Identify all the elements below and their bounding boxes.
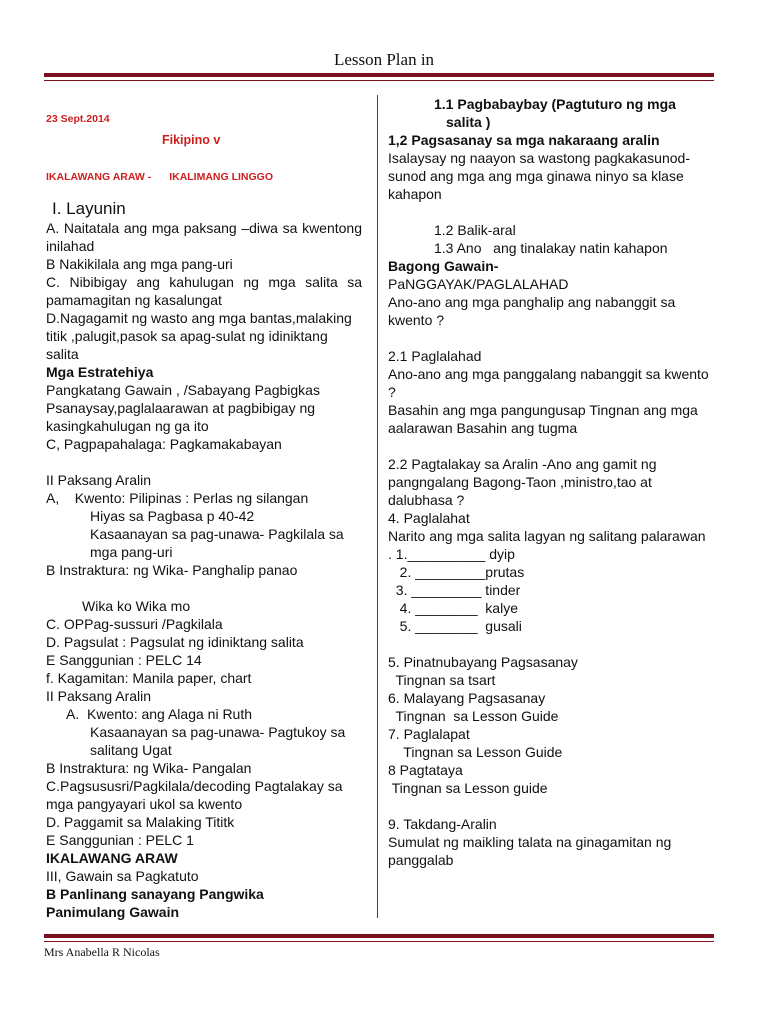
paksa2-b: B Instraktura: ng Wika- Pangalan xyxy=(46,760,252,776)
malayang-heading: 6. Malayang Pagsasanay xyxy=(388,690,546,706)
pagtalakay-text: 2.2 Pagtalakay sa Aralin -Ano ang gamit ng pangngalang Bagong-Taon ,ministro,tao at dalubhasa ? xyxy=(388,456,657,508)
objective-c: C. Nibibigay ang kahulugan ng mga salita sa pamamagitan ng kasalungat xyxy=(46,274,362,308)
malayang-text: Tingnan sa Lesson Guide xyxy=(388,708,559,724)
bagong-gawain: Bagong Gawain- xyxy=(388,258,499,274)
isalaysay-text: Isalaysay ng naayon sa wastong pagkakasunod-sunod ang mga ang mga ginawa ninyo sa klase kahapon xyxy=(388,150,690,202)
narito-text: Narito ang mga salita lagyan ng salitang palarawan xyxy=(388,528,706,544)
paksa-e: E Sanggunian : PELC 14 xyxy=(46,652,202,668)
right-column xyxy=(388,95,718,869)
page-title: Lesson Plan in xyxy=(333,50,435,69)
blank-item-3: 3. _________ tinder xyxy=(388,582,521,598)
basahin-text: Basahin ang mga pangungusap Tingnan ang mga aalarawan Basahin ang tugma xyxy=(388,402,698,436)
paksa-b: B Instraktura: ng Wika- Panghalip panao xyxy=(46,562,298,578)
strategies-heading: Mga Estratehiya xyxy=(46,364,154,380)
column-divider xyxy=(377,95,378,918)
strategies-value: C, Pagpapahalaga: Pagkamakabayan xyxy=(46,436,282,452)
paksa2-e: E Sanggunian : PELC 1 xyxy=(46,832,194,848)
pagtataya-text: Tingnan sa Lesson guide xyxy=(388,780,548,796)
blank-item-1: . 1.__________ dyip xyxy=(388,546,515,562)
question-panghalip: Ano-ano ang mga panghalip ang nabanggit sa kwento ? xyxy=(388,294,676,328)
left-column xyxy=(46,95,362,921)
pinatnubayang-heading: 5. Pinatnubayang Pagsasanay xyxy=(388,654,578,670)
paglalahad-heading: 2.1 Paglalahad xyxy=(388,348,482,364)
paksa-f: f. Kagamitan: Manila paper, chart xyxy=(46,670,252,686)
takdang-aralin-text: Sumulat ng maikling talata na ginagamitan ng panggalab xyxy=(388,834,672,868)
pagbabaybay-line: 1.1 Pagbabaybay (Pagtuturo ng mga xyxy=(434,96,676,112)
paksa-a-2: Kasaanayan sa pag-unawa- Pagkilala sa mga pang-uri xyxy=(90,526,344,560)
question-panggalang: Ano-ano ang mga panggalang nabanggit sa kwento ? xyxy=(388,366,709,400)
paksa2-heading: II Paksang Aralin xyxy=(46,688,152,704)
ano-line: 1.3 Ano ang tinalakay natin kahapon xyxy=(434,240,668,256)
layunin-heading: I. Layunin xyxy=(52,199,126,218)
panimulang-heading: Panimulang Gawain xyxy=(46,904,180,920)
paglalapat-text: Tingnan sa Lesson Guide xyxy=(388,744,563,760)
objective-d: D.Nagagamit ng wasto ang mga bantas,malaking titik ,palugit,pasok sa apag-sulat ng idiniktang salita xyxy=(46,310,352,362)
panlinang-heading: B Panlinang sanayang Pangwika xyxy=(46,886,264,902)
week-label: IKALIMANG LINGGO xyxy=(169,171,274,183)
lesson-date: 23 Sept.2014 xyxy=(46,113,110,125)
footer-rule-thick xyxy=(44,934,714,938)
blank-item-4: 4. ________ kalye xyxy=(388,600,518,616)
panggayak-label: PaNGGAYAK/PAGLALAHAD xyxy=(388,276,569,292)
paglalahat-heading: 4. Paglalahat xyxy=(388,510,470,526)
paksa-c: C. OPPag-sussuri /Pagkilala xyxy=(46,616,223,632)
pagtataya-heading: 8 Pagtataya xyxy=(388,762,463,778)
takdang-aralin-heading: 9. Takdang-Aralin xyxy=(388,816,497,832)
header-rule-thick xyxy=(44,73,714,77)
day-label: IKALAWANG ARAW - xyxy=(46,171,152,183)
paksa2-d: D. Paggamit sa Malaking Tititk xyxy=(46,814,235,830)
day-week-line xyxy=(46,171,362,183)
footer-rule-thin xyxy=(44,941,714,942)
paksa-a: A, Kwento: Pilipinas : Perlas ng silangan xyxy=(46,490,309,506)
paksa-d: D. Pagsulat : Pagsulat ng idiniktang salita xyxy=(46,634,304,650)
paksa2-a: A. Kwento: ang Alaga ni Ruth xyxy=(66,706,253,722)
pinatnubayang-text: Tingnan sa tsart xyxy=(388,672,496,688)
paksa-heading: II Paksang Aralin xyxy=(46,472,152,488)
ikalawang-araw: IKALAWANG ARAW xyxy=(46,850,178,866)
blank-item-2: 2. _________prutas xyxy=(388,564,525,580)
blank-item-5: 5. ________ gusali xyxy=(388,618,522,634)
paglalapat-heading: 7. Paglalapat xyxy=(388,726,470,742)
pagbabaybay-line-2: salita ) xyxy=(446,114,491,130)
paksa-a-1: Hiyas sa Pagbasa p 40-42 xyxy=(90,508,255,524)
balik-aral: 1.2 Balik-aral xyxy=(434,222,516,238)
header-rule-thin xyxy=(44,80,714,81)
wika-line: Wika ko Wika mo xyxy=(82,598,191,614)
author-name: Mrs Anabella R Nicolas xyxy=(44,945,160,959)
strategies-text: Pangkatang Gawain , /Sabayang Pagbigkas Psanaysay,paglalaarawan at pagbibigay ng kasingkahulugan ng ga ito xyxy=(46,382,320,434)
pagsasanay-line: 1,2 Pagsasanay sa mga nakaraang aralin xyxy=(388,132,660,148)
gawain-heading: III, Gawain sa Pagkatuto xyxy=(46,868,199,884)
paksa2-a-1: Kasaanayan sa pag-unawa- Pagtukoy sa salitang Ugat xyxy=(90,724,346,758)
objective-a: A. Naitatala ang mga paksang –diwa sa kwentong inilahad xyxy=(46,220,362,254)
paksa2-c: C.Pagsususri/Pagkilala/decoding Pagtalakay sa mga pangyayari ukol sa kwento xyxy=(46,778,343,812)
objective-b: B Nakikilala ang mga pang-uri xyxy=(46,256,233,272)
subject-label: Fikipino v xyxy=(162,133,221,147)
